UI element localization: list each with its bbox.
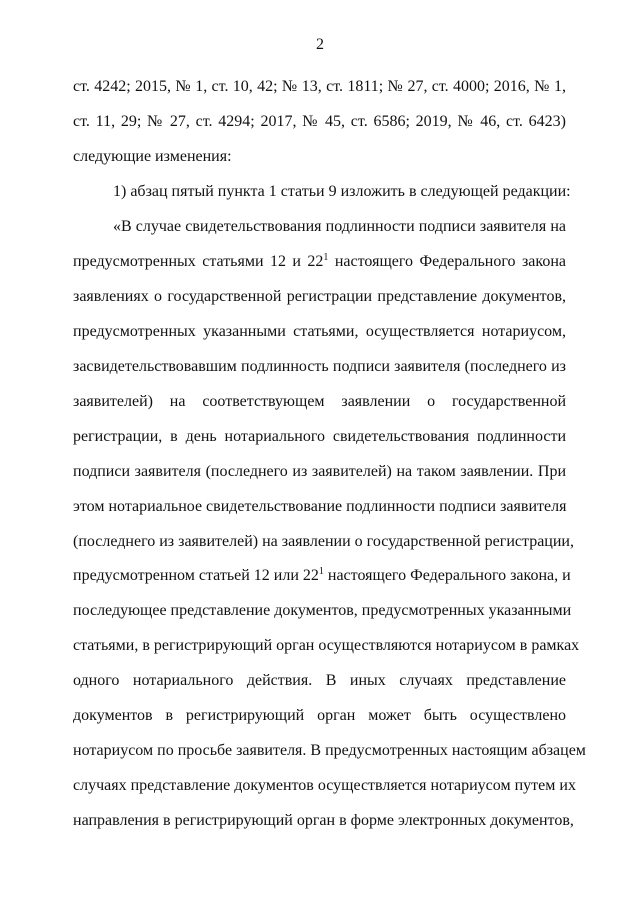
list-item-text: 1) абзац пятый пункта 1 статьи 9 изложить в следующей редакции: — [113, 183, 571, 200]
text-segment: настоящего Федерального закона, и — [323, 567, 571, 584]
text-line — [73, 252, 566, 272]
text-line: статьями, в регистрирующий орган осуществляются нотариусом в рамках — [73, 637, 580, 654]
text-line: этом нотариальное свидетельствование подлинности подписи заявителя — [73, 498, 567, 515]
text-line: последующее представление документов, предусмотренных указанными — [73, 602, 572, 619]
text-line: заявителей) на соответствующем заявлении о государственной — [73, 393, 566, 410]
text-line: регистрации, в день нотариального свидетельствования подлинности — [73, 428, 566, 445]
text-line: случаях представление документов осуществляется нотариусом путем их — [73, 777, 576, 794]
text-line: засвидетельствовавшим подлинность подписи заявителя (последнего из — [73, 358, 566, 375]
text-segment: предусмотренных статьями 12 и 22 — [73, 253, 324, 270]
text-segment: предусмотренном статьей 12 или 22 — [73, 567, 319, 584]
page-number: 2 — [316, 36, 324, 53]
text-line: ст. 4242; 2015, № 1, ст. 10, 42; № 13, ст. 1811; № 27, ст. 4000; 2016, № 1, — [73, 78, 566, 95]
text-segment: настоящего Федерального закона — [328, 253, 566, 270]
text-line: следующие изменения: — [73, 148, 232, 165]
text-line — [73, 566, 571, 586]
text-line: нотариусом по просьбе заявителя. В предусмотренных настоящим абзацем — [73, 742, 586, 759]
text-line: направления в регистрирующий орган в форме электронных документов, — [73, 812, 574, 829]
text-line: ст. 11, 29; № 27, ст. 4294; 2017, № 45, ст. 6586; 2019, № 46, ст. 6423) — [73, 113, 566, 130]
quoted-text-line: «В случае свидетельствования подлинности подписи заявителя на — [113, 218, 566, 235]
text-line: (последнего из заявителей) на заявлении о государственной регистрации, — [73, 533, 574, 550]
superscript: 1 — [318, 566, 324, 577]
text-line: заявлениях о государственной регистрации представление документов, — [73, 288, 566, 305]
superscript: 1 — [323, 252, 329, 263]
text-line: подписи заявителя (последнего из заявителей) на таком заявлении. При — [73, 463, 566, 480]
text-line: документов в регистрирующий орган может быть осуществлено — [73, 707, 566, 724]
text-line: предусмотренных указанными статьями, осуществляется нотариусом, — [73, 323, 566, 340]
text-line: одного нотариального действия. В иных случаях представление — [73, 672, 566, 689]
